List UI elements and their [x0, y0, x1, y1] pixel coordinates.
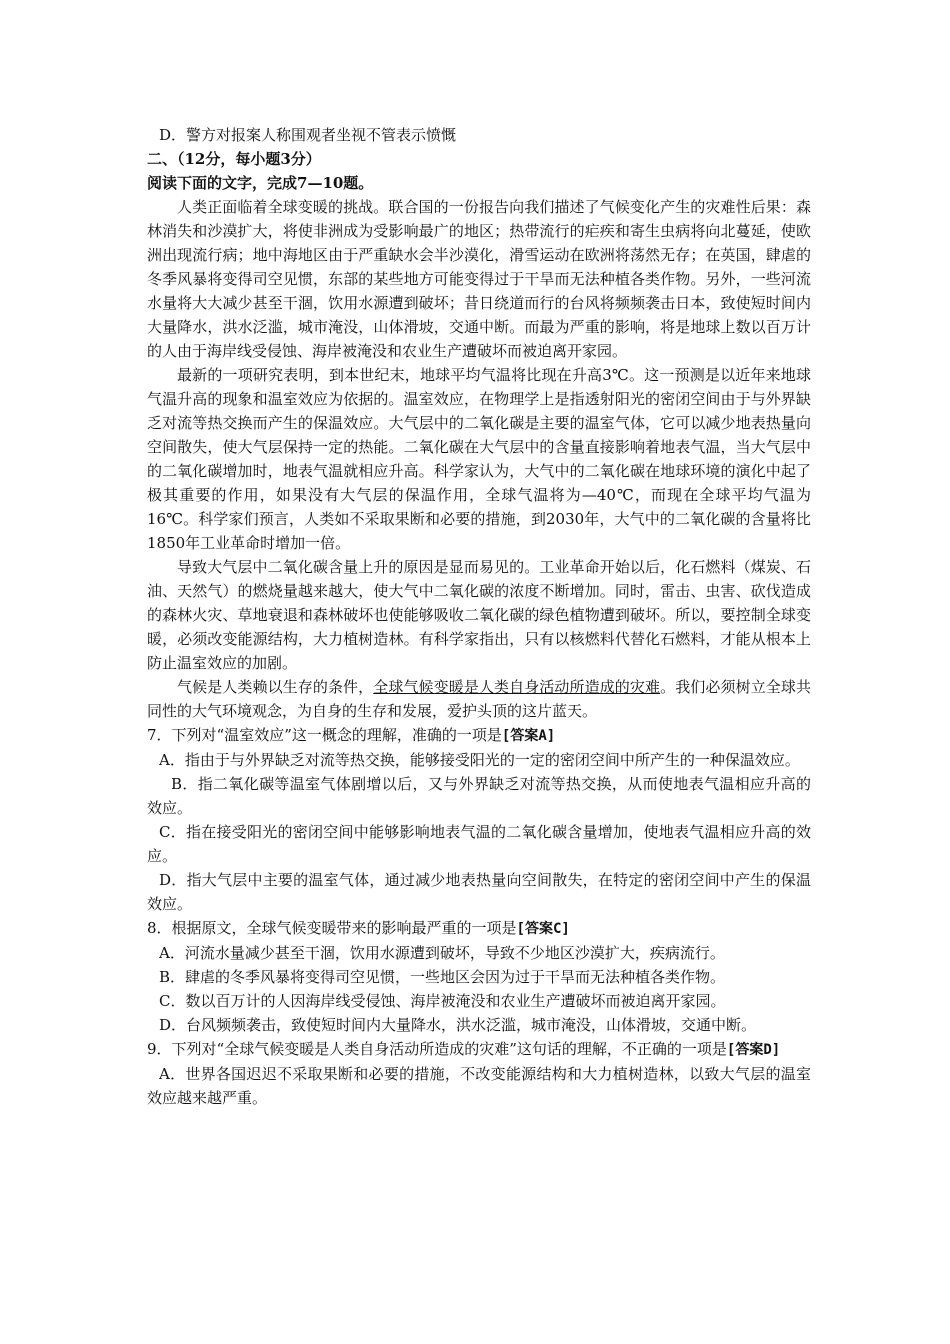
- passage-p4-pre: 气候是人类赖以生存的条件，: [177, 678, 374, 696]
- passage-p4-post: 。我们必须树立全球共同性的大气环境观念，为自身的生存和发展，爱护头顶的这片蓝天。: [147, 678, 811, 720]
- question-8-option-a: A．河流水量减少甚至干涸，饮用水源遭到破坏，导致不少地区沙漠扩大，疾病流行。: [159, 944, 725, 962]
- question-9-option-a: A．世界各国迟迟不采取果断和必要的措施，不改变能源结构和大力植树造林，以致大气层的温室效应越来越严重。: [147, 1065, 811, 1107]
- passage-paragraph-3: 导致大气层中二氧化碳含量上升的原因是显而易见的。工业革命开始以后，化石燃料（煤炭、石油、天然气）的燃烧量越来越大，使大气中二氧化碳的浓度不断增加。同时，雷击、虫害、砍伐造成的森林火灾、草地衰退和森林破坏也使能够吸收二氧化碳的绿色植物遭到破坏。所以，要控制全球变暖，必须改变能源结构，大力植树造林。有科学家指出，只有以核燃料代替化石燃料，才能从根本上防止温室效应的加剧。: [147, 558, 811, 672]
- question-7-answer: [答案A]: [501, 728, 556, 744]
- question-8-option-b: B．肆虐的冬季风暴将变得司空见惯，一些地区会因为过于干旱而无法种植各类作物。: [159, 968, 726, 986]
- question-8-option-c: C．数以百万计的人因海岸线受侵蚀、海岸被淹没和农业生产遭破坏而被迫离开家园。: [159, 992, 726, 1010]
- question-7-option-d: D．指大气层中主要的温室气体，通过减少地表热量向空间散失，在特定的密闭空间中产生的保温效应。: [147, 871, 811, 913]
- question-9-answer: [答案D]: [726, 1042, 781, 1058]
- passage-paragraph-4: [147, 675, 811, 723]
- question-9-text: 9．下列对“全球气候变暖是人类自身活动所造成的灾难”这句话的理解，不正确的一项是: [147, 1040, 727, 1058]
- question-7-stem: [147, 723, 811, 748]
- question-7-option-c: C．指在接受阳光的密闭空间中能够影响地表气温的二氧化碳含量增加，使地表气温相应升高的效应。: [147, 823, 811, 865]
- question-7-option-a: A．指由于与外界缺乏对流等热交换，能够接受阳光的一定的密闭空间中所产生的一种保温效应。: [159, 751, 800, 769]
- previous-option-d: D．警方对报案人称围观者坐视不管表示愤慨: [159, 126, 457, 144]
- question-8-option-d: D．台风频频袭击，致使短时间内大量降水，洪水泛滥，城市淹没，山体滑坡，交通中断。: [159, 1016, 757, 1034]
- document-page: [147, 123, 811, 1110]
- question-7-option-b: B．指二氧化碳等温室气体剧增以后，又与外界缺乏对流等热交换，从而使地表气温相应升高的效应。: [147, 775, 811, 817]
- question-8-answer: [答案C]: [516, 921, 570, 937]
- passage-paragraph-1: 人类正面临着全球变暖的挑战。联合国的一份报告向我们描述了气候变化产生的灾难性后果：森林消失和沙漠扩大，将使非洲成为受影响最广的地区；热带流行的疟疾和寄生虫病将向北蔓延，使欧洲出现流行病；地中海地区由于严重缺水会半沙漠化，滑雪运动在欧洲将荡然无存；在英国，肆虐的冬季风暴将变得司空见惯，东部的某些地方可能变得过于干旱而无法种植各类作物。另外，一些河流水量将大大减少甚至干涸，饮用水源遭到破坏；昔日绕道而行的台风将频频袭击日本，致使短时间内大量降水，洪水泛滥，城市淹没，山体滑坡，交通中断。而最为严重的影响，将是地球上数以百万计的人由于海岸线受侵蚀、海岸被淹没和农业生产遭破坏而被迫离开家园。: [147, 198, 811, 360]
- passage-p4-underlined-sentence: 全球气候变暖是人类自身活动所造成的灾难: [373, 678, 661, 696]
- section-heading: 二、（12分，每小题3分）: [147, 150, 321, 168]
- question-8-stem: [147, 916, 811, 941]
- question-7-text: 7．下列对“温室效应”这一概念的理解，准确的一项是: [147, 726, 502, 744]
- passage-paragraph-2: 最新的一项研究表明，到本世纪末，地球平均气温将比现在升高3℃。这一预测是以近年来地球气温升高的现象和温室效应为依据的。温室效应，在物理学上是指透射阳光的密闭空间由于与外界缺乏对流等热交换而产生的保温效应。大气层中的二氧化碳是主要的温室气体，它可以减少地表热量向空间散失，使大气层保持一定的热能。二氧化碳在大气层中的含量直接影响着地表气温，当大气层中的二氧化碳增加时，地表气温就相应升高。科学家认为，大气中的二氧化碳在地球环境的演化中起了极其重要的作用，如果没有大气层的保温作用，全球气温将为—40℃，而现在全球平均气温为16℃。科学家们预言，人类如不采取果断和必要的措施，到2030年，大气中的二氧化碳的含量将比1850年工业革命时增加一倍。: [147, 366, 811, 552]
- section-instruction: 阅读下面的文字，完成7—10题。: [147, 174, 374, 192]
- question-9-stem: [147, 1037, 811, 1062]
- question-8-text: 8．根据原文，全球气候变暖带来的影响最严重的一项是: [147, 919, 517, 937]
